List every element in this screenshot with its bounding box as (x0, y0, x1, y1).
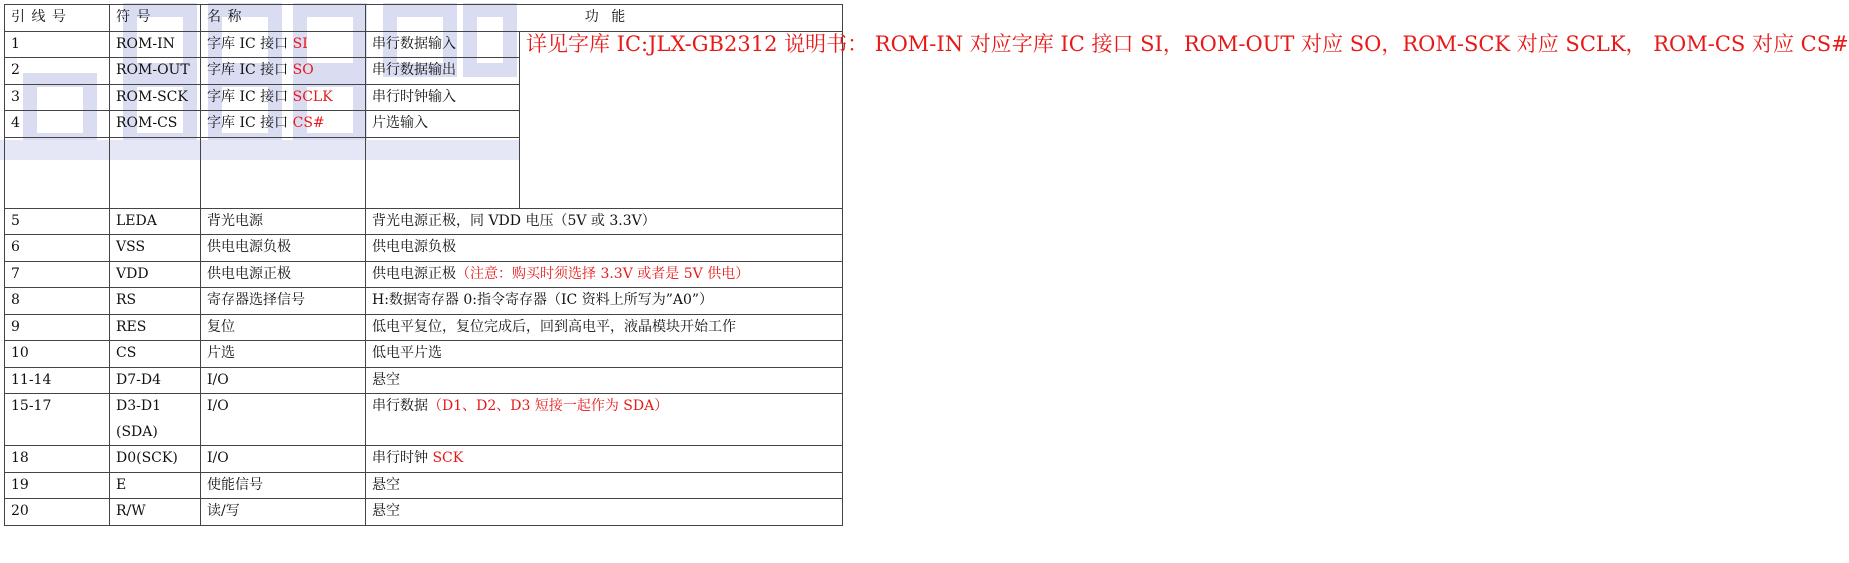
function-cell (366, 137, 520, 208)
pin-cell: 18 (5, 446, 110, 473)
name-cell (201, 84, 366, 111)
function-cell (366, 261, 843, 288)
pin-cell: 8 (5, 288, 110, 315)
name-cell (201, 58, 366, 85)
symbol-cell: E (110, 472, 201, 499)
name-cell (201, 31, 366, 58)
header-symbol: 符 号 (110, 5, 201, 32)
table-row (5, 288, 843, 315)
name-cell (201, 137, 366, 208)
name-cell: 片选 (201, 341, 366, 368)
symbol-cell: RS (110, 288, 201, 315)
function-text: 悬空 (372, 476, 400, 493)
function-cell: 串行数据输出 (366, 58, 520, 85)
function-cell (366, 472, 843, 499)
function-text: 串行时钟 (372, 450, 428, 466)
function-cell (366, 446, 843, 473)
symbol-line: D3-D1 (116, 398, 161, 414)
pin-cell: 7 (5, 261, 110, 288)
function-text: 供电电源负极 (372, 239, 456, 255)
name-cell (201, 111, 366, 138)
name-cell: I/O (201, 367, 366, 394)
name-cell: I/O (201, 394, 366, 446)
function-cell (366, 288, 843, 315)
name-cell: 背光电源 (201, 208, 366, 235)
function-cell (366, 367, 843, 394)
name-red-text: SCLK (292, 88, 333, 105)
name-cell: 读/写 (201, 499, 366, 526)
table-row (5, 446, 843, 473)
rom-note: 详见字库 IC:JLX-GB2312 说明书： ROM-IN 对应字库 IC 接口 SI，ROM-OUT 对应 SO，ROM-SCK 对应 SCLK， ROM-CS 对应 CS# (520, 31, 843, 208)
function-text: 背光电源正极，同 VDD 电压（5V 或 3.3V） (372, 212, 656, 229)
pin-cell: 3 (5, 84, 110, 111)
function-red-text: （注意：购买时须选择 3.3V 或者是 5V 供电） (456, 265, 750, 282)
table-row (5, 208, 843, 235)
function-cell: 串行数据输入 (366, 31, 520, 58)
name-red-text: SO (292, 62, 314, 78)
name-text: 字库 IC 接口 (207, 88, 289, 105)
name-cell: I/O (201, 446, 366, 473)
name-text: 字库 IC 接口 (207, 115, 289, 131)
pin-cell: 10 (5, 341, 110, 368)
header-name: 名 称 (201, 5, 366, 32)
header-pin: 引 线 号 (5, 5, 110, 32)
symbol-cell: D0(SCK) (110, 446, 201, 473)
function-cell (366, 235, 843, 262)
function-cell: 片选输入 (366, 111, 520, 138)
function-cell (366, 394, 843, 446)
pin-table (4, 4, 1849, 526)
symbol-cell: R/W (110, 499, 201, 526)
table-row (5, 235, 843, 262)
pin-cell: 4 (5, 111, 110, 138)
symbol-cell: RES (110, 314, 201, 341)
pin-cell: 15-17 (5, 394, 110, 446)
table-row (5, 367, 843, 394)
function-cell (366, 314, 843, 341)
function-red-text: （D1、D2、D3 短接一起作为 SDA） (428, 398, 669, 414)
table-row (5, 499, 843, 526)
function-text: 悬空 (372, 503, 400, 519)
name-red-text: CS# (292, 115, 325, 131)
pin-cell: 11-14 (5, 367, 110, 394)
table-header-row (5, 5, 843, 32)
name-cell: 供电电源正极 (201, 261, 366, 288)
pin-cell: 20 (5, 499, 110, 526)
name-cell: 复位 (201, 314, 366, 341)
header-function: 功 能 (366, 5, 843, 32)
function-cell (366, 341, 843, 368)
function-text: 悬空 (372, 371, 400, 388)
function-text: H:数据寄存器 0:指令寄存器（IC 资料上所写为”A0”） (372, 292, 714, 308)
function-text: 低电平复位，复位完成后，回到高电平，液晶模块开始工作 (372, 318, 736, 335)
symbol-cell (110, 394, 201, 446)
function-red-text: SCK (432, 450, 464, 466)
pin-cell: 2 (5, 58, 110, 85)
table-row (5, 314, 843, 341)
pin-cell: 19 (5, 472, 110, 499)
pin-cell: 9 (5, 314, 110, 341)
pin-cell: 1 (5, 31, 110, 58)
pin-cell (5, 137, 110, 208)
function-cell (366, 499, 843, 526)
pin-cell: 6 (5, 235, 110, 262)
symbol-cell: D7-D4 (110, 367, 201, 394)
symbol-cell: VDD (110, 261, 201, 288)
function-text: 串行数据 (372, 398, 428, 414)
function-text: 低电平片选 (372, 345, 442, 361)
symbol-cell: CS (110, 341, 201, 368)
name-text: 字库 IC 接口 (207, 62, 289, 78)
symbol-cell (110, 137, 201, 208)
function-cell (366, 208, 843, 235)
table-row (5, 472, 843, 499)
name-cell: 使能信号 (201, 472, 366, 499)
table-row (5, 394, 843, 446)
table-row (5, 261, 843, 288)
name-cell: 供电电源负极 (201, 235, 366, 262)
name-text: 字库 IC 接口 (207, 35, 289, 52)
name-cell: 寄存器选择信号 (201, 288, 366, 315)
table-row (5, 341, 843, 368)
symbol-cell: ROM-CS (110, 111, 201, 138)
symbol-line: (SDA) (116, 423, 158, 440)
symbol-cell: ROM-SCK (110, 84, 201, 111)
symbol-cell: LEDA (110, 208, 201, 235)
function-text: 供电电源正极 (372, 265, 456, 282)
pin-cell: 5 (5, 208, 110, 235)
symbol-cell: ROM-OUT (110, 58, 201, 85)
name-red-text: SI (292, 35, 308, 52)
symbol-cell: VSS (110, 235, 201, 262)
symbol-cell: ROM-IN (110, 31, 201, 58)
function-cell: 串行时钟输入 (366, 84, 520, 111)
table-row (5, 31, 843, 58)
